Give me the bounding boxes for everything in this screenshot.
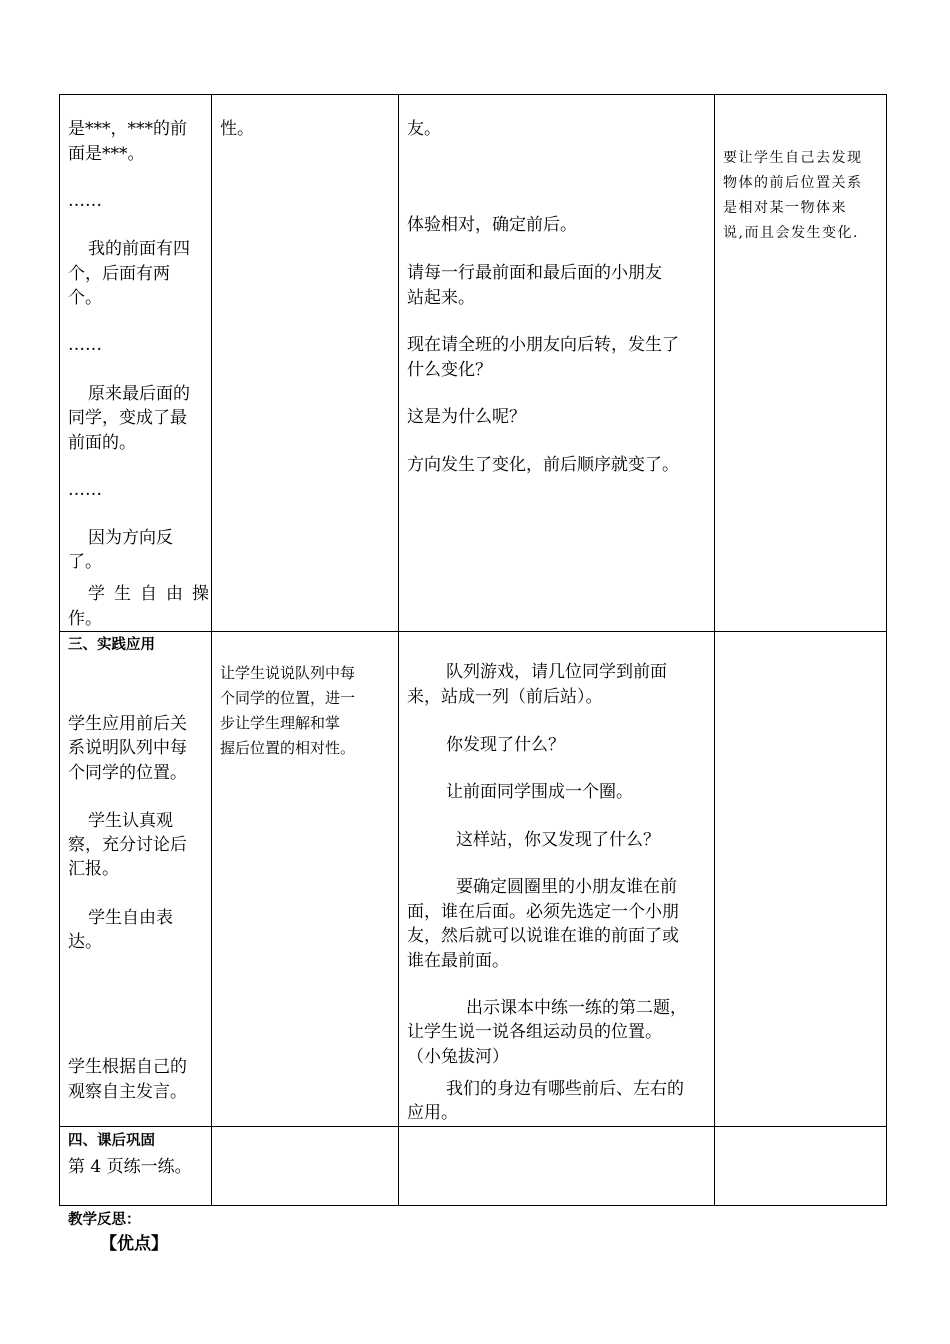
row2-col1-line: 学生根据自己的 xyxy=(68,1057,187,1077)
row1-col1-line: …… xyxy=(68,480,102,500)
row1-col3-line: 体验相对，确定前后。 xyxy=(407,215,577,235)
row1-col1-line: 原来最后面的 xyxy=(88,384,190,404)
row2-col3-line: 你发现了什么？ xyxy=(446,735,565,755)
row1-col1-line: 同学，变成了最 xyxy=(68,408,187,428)
table-border-top xyxy=(59,94,887,95)
row2-col1-line: 系说明队列中每 xyxy=(68,738,187,758)
row2-col1-line: 汇报。 xyxy=(68,859,119,879)
table-border-right xyxy=(886,94,887,1206)
row2-col1-line: 学生认真观 xyxy=(88,811,173,831)
row1-col3-line: 什么变化？ xyxy=(407,360,492,380)
row2-col1-line: 观察自主发言。 xyxy=(68,1082,187,1102)
row1-col3-line: 方向发生了变化，前后顺序就变了。 xyxy=(407,455,679,475)
row1-col4-line: 说,而且会发生变化. xyxy=(723,225,859,241)
row2-col2-line: 个同学的位置，进一 xyxy=(220,689,356,707)
row2-col3-line: 我们的身边有哪些前后、左右的 xyxy=(446,1079,684,1099)
row1-col3-line: 这是为什么呢？ xyxy=(407,407,526,427)
row2-col1-line: 学生应用前后关 xyxy=(68,714,187,734)
row2-col3-line: 让学生说一说各组运动员的位置。 xyxy=(407,1022,662,1042)
row1-col4-line: 物体的前后位置关系 xyxy=(723,175,863,191)
row1-col3-line: 站起来。 xyxy=(407,288,475,308)
row1-col3-line: 友。 xyxy=(407,119,441,139)
row1-col2-line: 性。 xyxy=(220,119,254,139)
row1-col1-line: 是***，***的前 xyxy=(68,119,187,139)
row2-col3-line: 要确定圆圈里的小朋友谁在前 xyxy=(456,877,677,897)
table-column-divider-3 xyxy=(714,94,715,1206)
row2-col3-line: 应用。 xyxy=(407,1103,458,1123)
row1-col3-line: 现在请全班的小朋友向后转，发生了 xyxy=(407,335,679,355)
row2-col3-line: 出示课本中练一练的第二题， xyxy=(466,998,687,1018)
row2-col2-line: 握后位置的相对性。 xyxy=(220,739,356,757)
row2-col1-line: 达。 xyxy=(68,932,102,952)
row1-col1-line: 面是***。 xyxy=(68,144,145,164)
row1-col4-line: 要让学生自己去发现 xyxy=(723,150,863,166)
row2-col3-line: 来，站成一列（前后站）。 xyxy=(407,687,603,707)
row1-col1-line: 前面的。 xyxy=(68,433,136,453)
row1-col3-line: 请每一行最前面和最后面的小朋友 xyxy=(407,263,662,283)
table-column-divider-1 xyxy=(211,94,212,1206)
table-row-divider-1 xyxy=(59,631,887,632)
row2-col3-line: 谁在最前面。 xyxy=(407,951,509,971)
row2-col3-line: 队列游戏，请几位同学到前面 xyxy=(446,662,667,682)
table-row-divider-2 xyxy=(59,1126,887,1127)
row1-col4-line: 是相对某一物体来 xyxy=(723,200,847,216)
row1-col1-line: 因为方向反 xyxy=(88,528,173,548)
table-border-left xyxy=(59,94,60,1206)
row3-col1-line: 第 4 页练一练。 xyxy=(68,1157,192,1177)
table-border-bottom xyxy=(59,1205,887,1206)
row2-col1-line: 个同学的位置。 xyxy=(68,763,187,783)
row1-col1-line: 我的前面有四 xyxy=(88,239,190,259)
section-heading-practice: 三、实践应用 xyxy=(68,637,155,653)
row1-col1-line: 个。 xyxy=(68,288,102,308)
section-heading-consolidation: 四、课后巩固 xyxy=(68,1133,155,1149)
row2-col1-line: 学生自由表 xyxy=(88,908,173,928)
teaching-reflection-label: 教学反思： xyxy=(68,1212,141,1228)
table-column-divider-2 xyxy=(398,94,399,1206)
row2-col3-line: 这样站，你又发现了什么？ xyxy=(456,830,660,850)
row1-col1-line: 个，后面有两 xyxy=(68,264,170,284)
advantages-heading: 【优点】 xyxy=(100,1234,168,1254)
row2-col3-line: （小兔拔河） xyxy=(407,1047,509,1067)
row2-col2-line: 步让学生理解和掌 xyxy=(220,714,341,732)
row1-col1-line: 作。 xyxy=(68,609,102,629)
row1-col1-line: …… xyxy=(68,335,102,355)
row1-col1-line: …… xyxy=(68,191,102,211)
row1-col1-line: 学生自由操 xyxy=(88,584,218,604)
row2-col3-line: 面，谁在后面。必须先选定一个小朋 xyxy=(407,902,679,922)
row1-col1-line: 了。 xyxy=(68,552,102,572)
row2-col1-line: 察，充分讨论后 xyxy=(68,835,187,855)
row2-col3-line: 让前面同学围成一个圈。 xyxy=(446,782,633,802)
row2-col3-line: 友，然后就可以说谁在谁的前面了或 xyxy=(407,926,679,946)
row2-col2-line: 让学生说说队列中每 xyxy=(220,664,356,682)
